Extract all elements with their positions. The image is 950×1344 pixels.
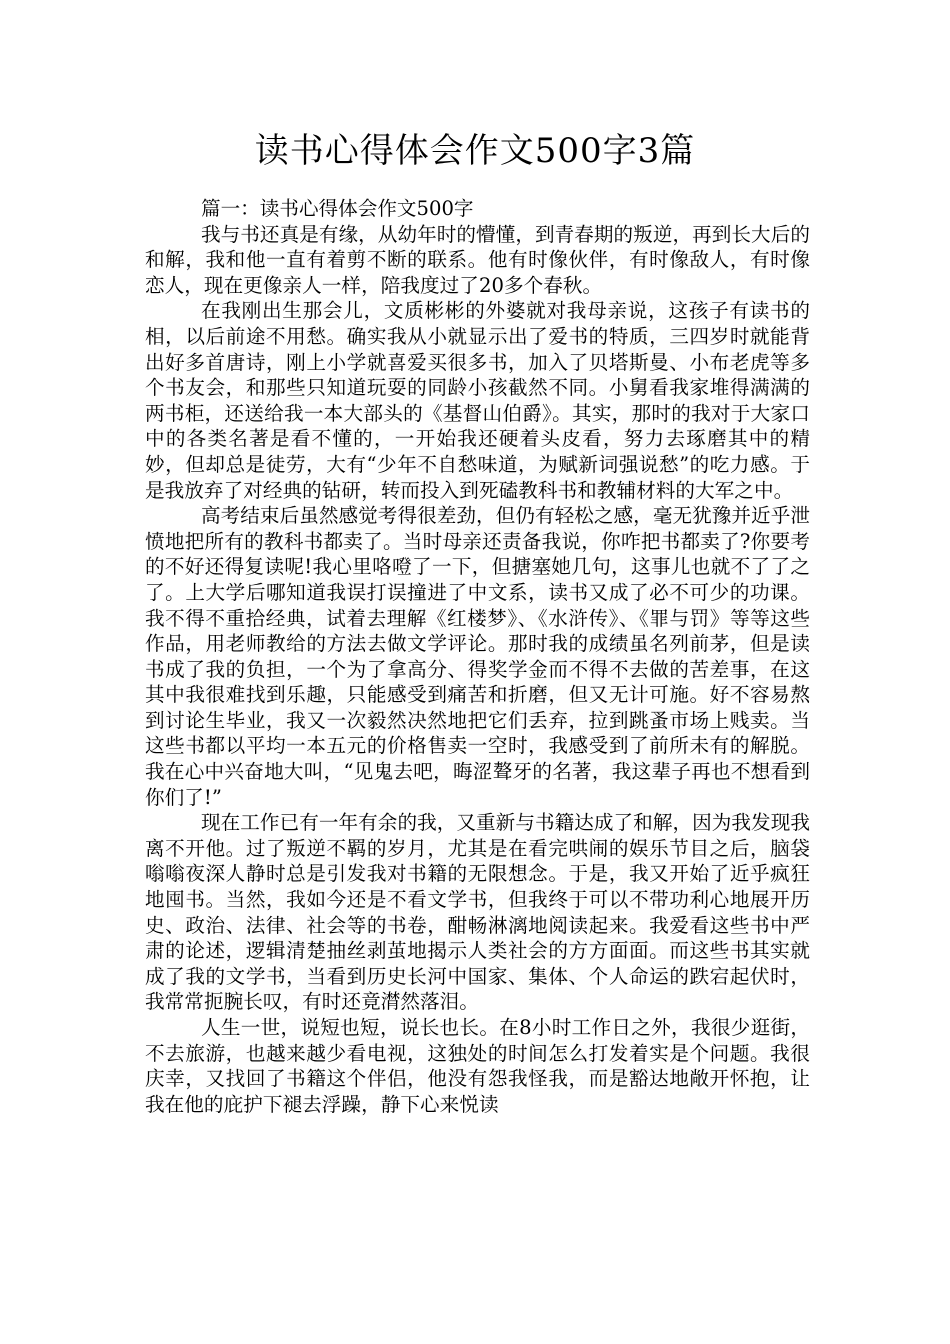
document-title: 读书心得体会作文500字3篇 [254, 131, 696, 171]
document-body [145, 196, 810, 1117]
paragraph-4: 现在工作已有一年有余的我，又重新与书籍达成了和解，因为我发现我离不开他。过了叛逆不羁的岁月，尤其是在看完哄闹的娱乐节目之后，脑袋嗡嗡夜深人静时总是引发我对书籍的无限想念。于是，我又开始了近乎疯狂地囤书。当然，我如今还是不看文学书，但我终于可以不带功利心地展开历史、政治、法律、社会等的书卷，酣畅淋漓地阅读起来。我爱看这些书中严肃的论述，逻辑清楚抽丝剥茧地揭示人类社会的方方面面。而这些书其实就成了我的文学书，当看到历史长河中国家、集体、个人命运的跌宕起伏时，我常常扼腕长叹，有时还竟潸然落泪。 [145, 811, 810, 1014]
paragraph-3: 高考结束后虽然感觉考得很差劲，但仍有轻松之感，毫无犹豫并近乎泄愤地把所有的教科书都卖了。当时母亲还责备我说，你咋把书都卖了?你要考的不好还得复读呢!我心里咯噔了一下，但搪塞她几句，这事儿也就不了了之了。上大学后哪知道我误打误撞进了中文系，读书又成了必不可少的功课。我不得不重拾经典，试着去理解《红楼梦》、《水浒传》、《罪与罚》等等这些作品，用老师教给的方法去做文学评论。那时我的成绩虽名列前茅，但是读书成了我的负担，一个为了拿高分、得奖学金而不得不去做的苦差事，在这其中我很难找到乐趣，只能感受到痛苦和折磨，但又无计可施。好不容易熬到讨论生毕业，我又一次毅然决然地把它们丢弃，拉到跳蚤市场上贱卖。当这些书都以平均一本五元的价格售卖一空时，我感受到了前所未有的解脱。我在心中兴奋地大叫，“见鬼去吧，晦涩聱牙的名著，我这辈子再也不想看到你们了!” [145, 504, 810, 809]
paragraph-1: 我与书还真是有缘，从幼年时的懵懂，到青春期的叛逆，再到长大后的和解，我和他一直有着剪不断的联系。他有时像伙伴，有时像敌人，有时像恋人，现在更像亲人一样，陪我度过了20多个春秋。 [145, 222, 810, 297]
paragraph-5: 人生一世，说短也短，说长也长。在8小时工作日之外，我很少逛街，不去旅游，也越来越少看电视，这独处的时间怎么打发着实是个问题。我很庆幸，又找回了书籍这个伴侣，他没有怨我怪我，而是豁达地敞开怀抱，让我在他的庇护下褪去浮躁，静下心来悦读 [145, 1016, 810, 1116]
paragraph-2: 在我刚出生那会儿，文质彬彬的外婆就对我母亲说，这孩子有读书的相，以后前途不用愁。确实我从小就显示出了爱书的特质，三四岁时就能背出好多首唐诗，刚上小学就喜爱买很多书，加入了贝塔斯曼、小布老虎等多个书友会，和那些只知道玩耍的同龄小孩截然不同。小舅看我家堆得满满的两书柜，还送给我一本大部头的《基督山伯爵》。其实，那时的我对于大家口中的各类名著是看不懂的，一开始我还硬着头皮看，努力去琢磨其中的精妙，但却总是徒劳，大有“少年不自愁味道，为赋新词强说愁”的吃力感。于是我放弃了对经典的钻研，转而投入到死磕教科书和教辅材料的大军之中。 [145, 299, 810, 502]
section-heading: 篇一：读书心得体会作文500字 [201, 197, 474, 220]
